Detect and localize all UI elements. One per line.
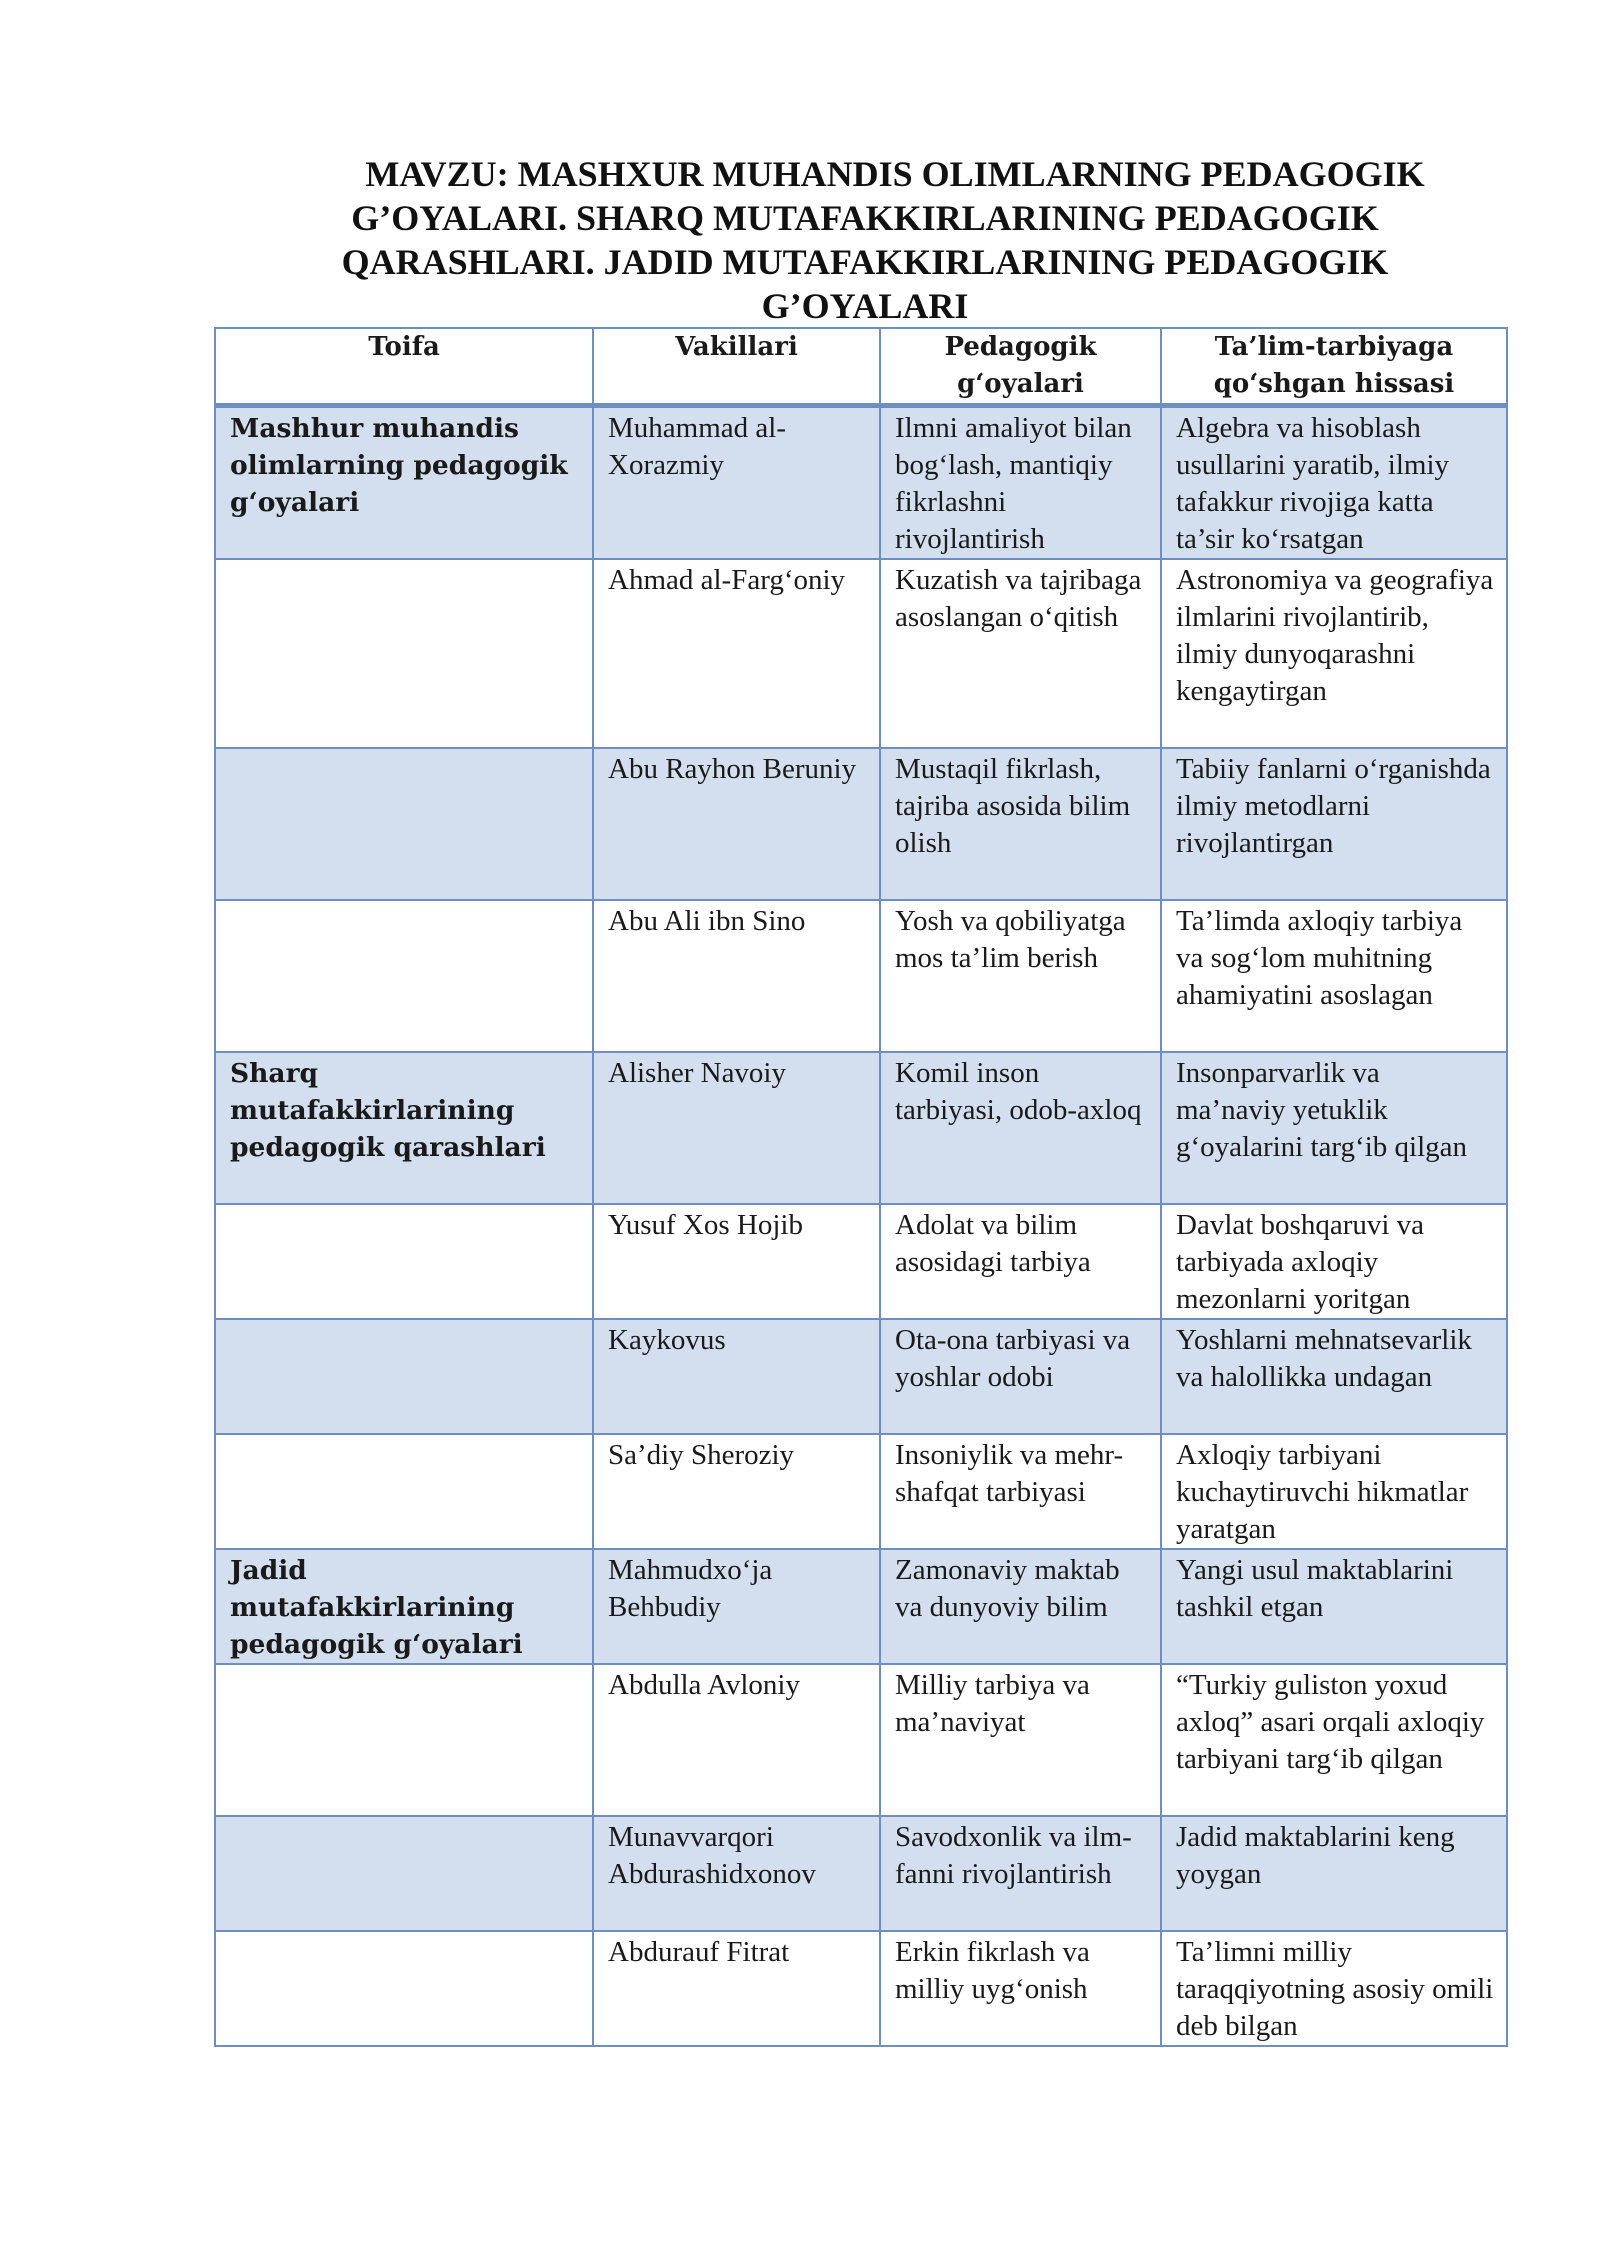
representative-cell: Muhammad al-Xorazmiy	[593, 406, 880, 560]
representative-cell: Abu Ali ibn Sino	[593, 900, 880, 1052]
contribution-cell: Axloqiy tarbiyani kuchaytiruvchi hikmatlar yaratgan	[1161, 1434, 1507, 1549]
idea-cell: Insoniylik va mehr-shafqat tarbiyasi	[880, 1434, 1161, 1549]
idea-cell: Ilmni amaliyot bilan bog‘lash, mantiqiy fikrlashni rivojlantirish	[880, 406, 1161, 560]
category-cell	[215, 900, 593, 1052]
idea-cell: Komil inson tarbiyasi, odob-axloq	[880, 1052, 1161, 1204]
category-cell: Mashhur muhandis olimlarning pedagogik g‘oyalari	[215, 406, 593, 560]
idea-cell: Milliy tarbiya va ma’naviyat	[880, 1664, 1161, 1816]
table-row	[215, 559, 1507, 748]
table-header-row	[215, 328, 1507, 406]
category-cell	[215, 1816, 593, 1931]
contribution-cell: “Turkiy guliston yoxud axloq” asari orqali axloqiy tarbiyani targ‘ib qilgan	[1161, 1664, 1507, 1816]
table-row	[215, 748, 1507, 900]
table-row	[215, 1052, 1507, 1204]
category-cell	[215, 1664, 593, 1816]
representative-cell: Abdurauf Fitrat	[593, 1931, 880, 2046]
contribution-cell: Ta’limda axloqiy tarbiya va sog‘lom muhitning ahamiyatini asoslagan	[1161, 900, 1507, 1052]
representative-cell: Mahmudxo‘ja Behbudiy	[593, 1549, 880, 1664]
idea-cell: Yosh va qobiliyatga mos ta’lim berish	[880, 900, 1161, 1052]
category-cell	[215, 1434, 593, 1549]
contribution-cell: Yangi usul maktablarini tashkil etgan	[1161, 1549, 1507, 1664]
category-cell	[215, 1204, 593, 1319]
contribution-cell: Yoshlarni mehnatsevarlik va halollikka undagan	[1161, 1319, 1507, 1434]
idea-cell: Erkin fikrlash va milliy uyg‘onish	[880, 1931, 1161, 2046]
idea-cell: Savodxonlik va ilm-fanni rivojlantirish	[880, 1816, 1161, 1931]
contribution-cell: Insonparvarlik va ma’naviy yetuklik g‘oyalarini targ‘ib qilgan	[1161, 1052, 1507, 1204]
header-pedagogik-goyalari: Pedagogik g‘oyalari	[880, 328, 1161, 406]
contribution-cell: Astronomiya va geografiya ilmlarini rivojlantirib, ilmiy dunyoqarashni kengaytirgan	[1161, 559, 1507, 748]
table-row	[215, 1319, 1507, 1434]
idea-cell: Kuzatish va tajribaga asoslangan o‘qitish	[880, 559, 1161, 748]
category-cell: Sharq mutafakkirlarining pedagogik qarashlari	[215, 1052, 593, 1204]
category-cell	[215, 748, 593, 900]
table-row	[215, 1549, 1507, 1664]
category-cell	[215, 1319, 593, 1434]
representative-cell: Alisher Navoiy	[593, 1052, 880, 1204]
representative-cell: Kaykovus	[593, 1319, 880, 1434]
header-vakillari: Vakillari	[593, 328, 880, 406]
idea-cell: Zamonaviy maktab va dunyoviy bilim	[880, 1549, 1161, 1664]
table-row	[215, 1816, 1507, 1931]
category-cell	[215, 1931, 593, 2046]
table-row	[215, 1434, 1507, 1549]
contribution-cell: Algebra va hisoblash usullarini yaratib, ilmiy tafakkur rivojiga katta ta’sir ko‘rsatgan	[1161, 406, 1507, 560]
category-cell: Jadid mutafakkirlarining pedagogik g‘oyalari	[215, 1549, 593, 1664]
contribution-cell: Davlat boshqaruvi va tarbiyada axloqiy mezonlarni yoritgan	[1161, 1204, 1507, 1319]
page-title: MAVZU: MASHXUR MUHANDIS OLIMLARNING PEDAGOGIK G’OYALARI. SHARQ MUTAFAKKIRLARINING PEDAGOGIK QARASHLARI. JADID MUTAFAKKIRLARINING PEDAGOGIK G’OYALARI	[341, 154, 1425, 326]
pedagogy-table	[214, 327, 1508, 2047]
representative-cell: Abu Rayhon Beruniy	[593, 748, 880, 900]
idea-cell: Adolat va bilim asosidagi tarbiya	[880, 1204, 1161, 1319]
idea-cell: Mustaqil fikrlash, tajriba asosida bilim olish	[880, 748, 1161, 900]
representative-cell: Abdulla Avloniy	[593, 1664, 880, 1816]
header-hissasi: Ta’lim-tarbiyaga qo‘shgan hissasi	[1161, 328, 1507, 406]
table-row	[215, 1204, 1507, 1319]
table-row	[215, 900, 1507, 1052]
table-row	[215, 1664, 1507, 1816]
idea-cell: Ota-ona tarbiyasi va yoshlar odobi	[880, 1319, 1161, 1434]
category-cell	[215, 559, 593, 748]
contribution-cell: Jadid maktablarini keng yoygan	[1161, 1816, 1507, 1931]
representative-cell: Ahmad al-Farg‘oniy	[593, 559, 880, 748]
contribution-cell: Ta’limni milliy taraqqiyotning asosiy omili deb bilgan	[1161, 1931, 1507, 2046]
table-row	[215, 1931, 1507, 2046]
representative-cell: Sa’diy Sheroziy	[593, 1434, 880, 1549]
header-toifa: Toifa	[215, 328, 593, 406]
table-row	[215, 406, 1507, 560]
representative-cell: Yusuf Xos Hojib	[593, 1204, 880, 1319]
representative-cell: Munavvarqori Abdurashidxonov	[593, 1816, 880, 1931]
contribution-cell: Tabiiy fanlarni o‘rganishda ilmiy metodlarni rivojlantirgan	[1161, 748, 1507, 900]
